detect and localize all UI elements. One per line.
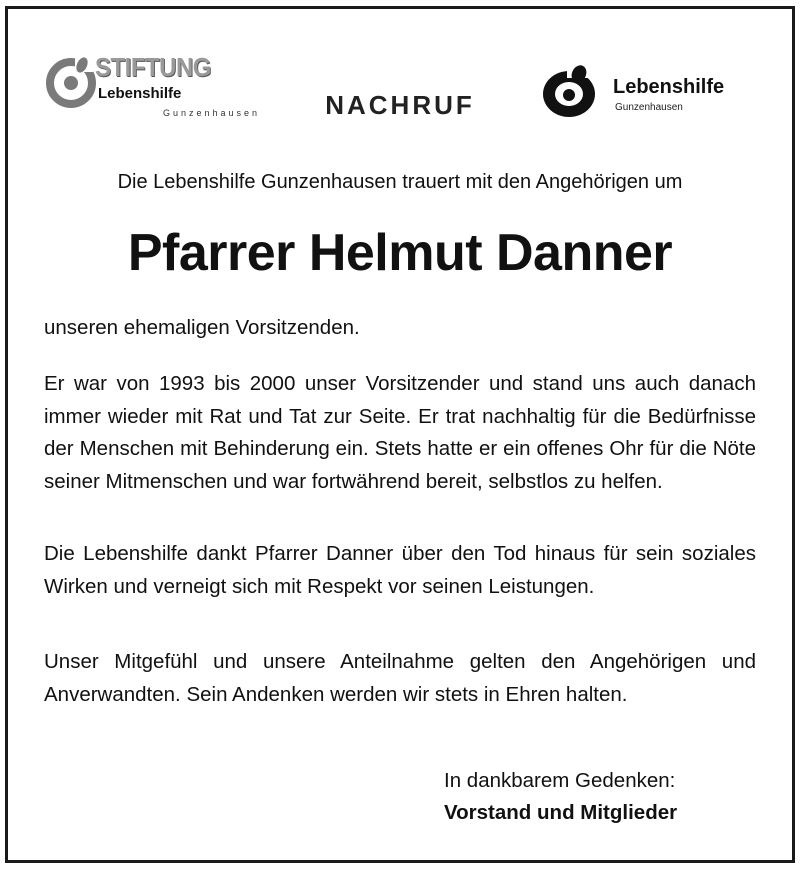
paragraph-condolence: Unser Mitgefühl und unsere Anteilnahme gelten den Angehörigen und Anverwandten. Sein Andenken werden wir stets in Ehren halten.: [44, 650, 756, 706]
paragraph-thanks: Die Lebenshilfe dankt Pfarrer Danner über den Tod hinaus für sein soziales Wirken und verneigt sich mit Respekt vor seinen Leistungen.: [44, 542, 756, 598]
role-line: unseren ehemaligen Vorsitzenden.: [44, 316, 360, 339]
closing-line: In dankbarem Gedenken:: [444, 769, 676, 792]
stiftung-title: STIFTUNG: [95, 52, 211, 82]
signature: Vorstand und Mitglieder: [444, 801, 678, 824]
lebenshilfe-city: Gunzenhausen: [615, 102, 683, 113]
page-title: NACHRUF: [325, 90, 475, 120]
lebenshilfe-emblem-icon: [539, 64, 603, 120]
deceased-name: Pfarrer Helmut Danner: [127, 224, 673, 282]
stiftung-org-name: Lebenshilfe: [98, 85, 182, 102]
paragraph-tenure: Er war von 1993 bis 2000 unser Vorsitzender und stand uns auch danach immer wieder mit Rat und Tat zur Seite. Er trat nachhaltig für die Bedürfnisse der Menschen mit Behinderung ein. Stets hatte er ein offenes Ohr für die Nöte seiner Mitmenschen und war fortwährend bereit, selbstlos zu helfen.: [44, 372, 756, 493]
intro-line: Die Lebenshilfe Gunzenhausen trauert mit den Angehörigen um: [117, 171, 683, 193]
lebenshilfe-logo: [539, 64, 769, 124]
closing-block: [444, 765, 677, 829]
stiftung-city: Gunzenhausen: [163, 108, 261, 118]
lebenshilfe-org-name: Lebenshilfe: [613, 76, 725, 98]
